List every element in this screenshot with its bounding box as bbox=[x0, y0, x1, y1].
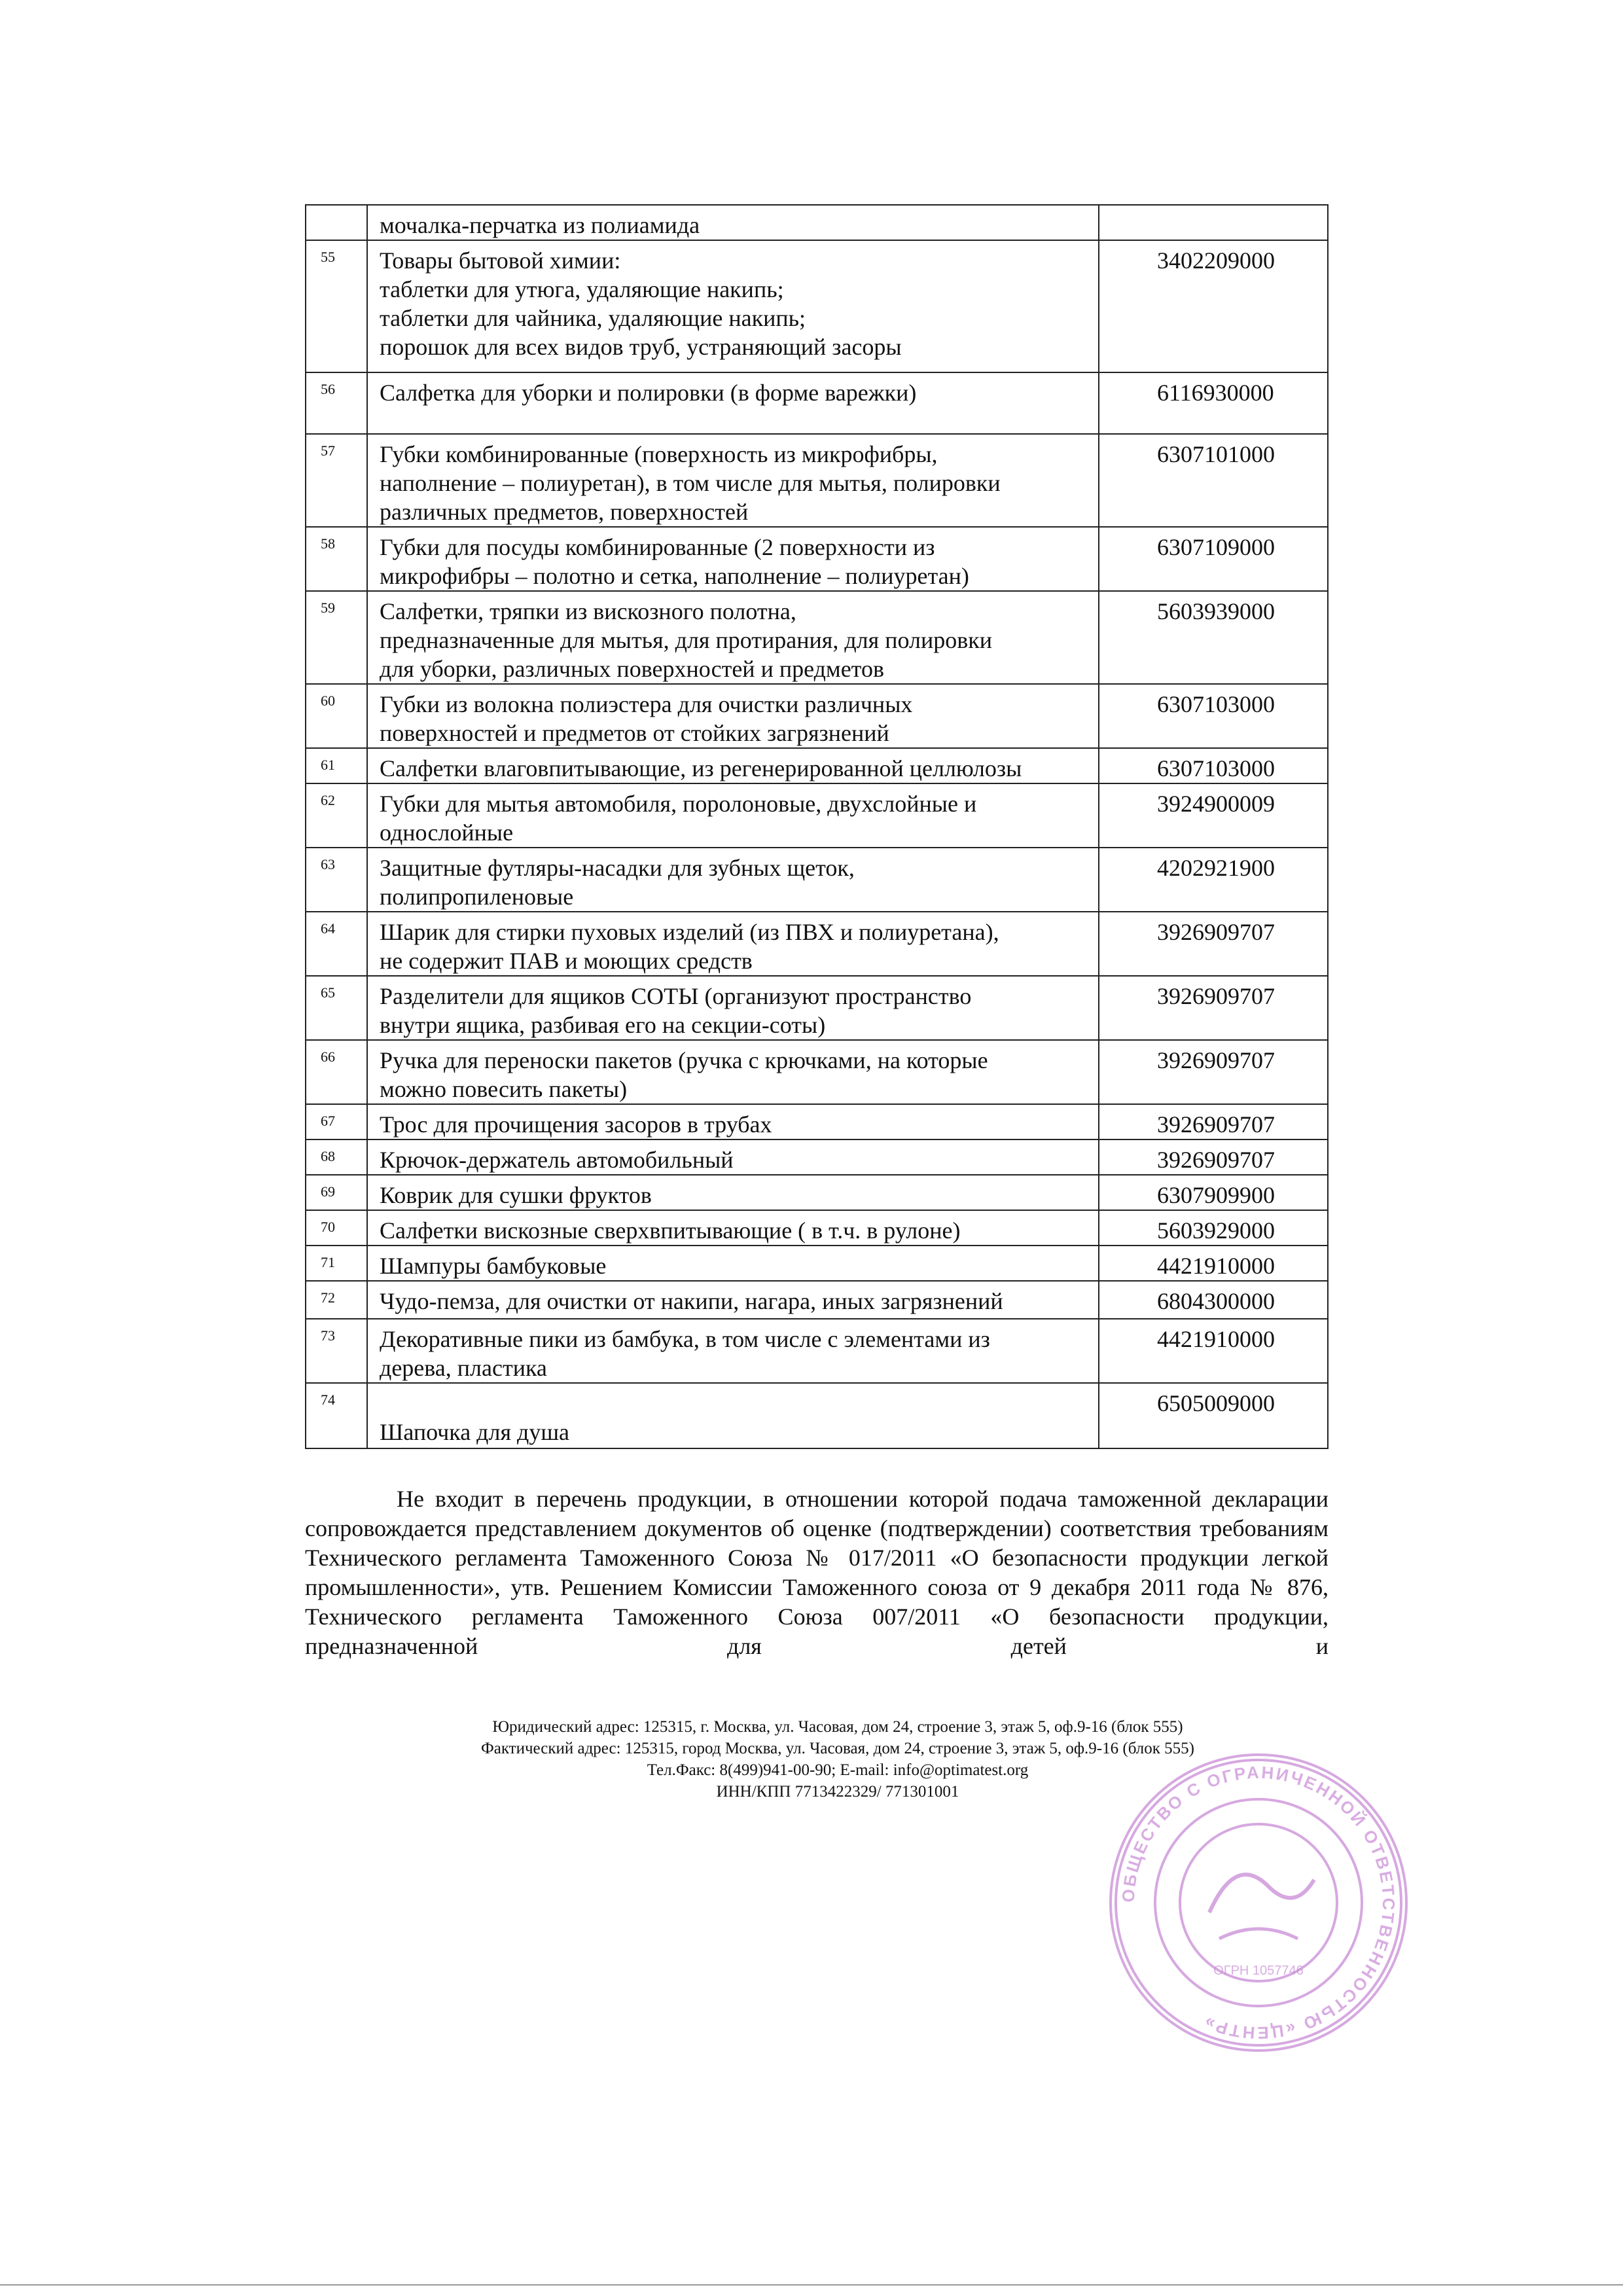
table-row bbox=[306, 434, 1328, 527]
svg-text:ОБЩЕСТВО С ОГРАНИЧЕННОЙ ОТВЕТС: ОБЩЕСТВО С ОГРАНИЧЕННОЙ ОТВЕТСТВЕННОСТЬЮ «ЦЕНТР» bbox=[1118, 1762, 1399, 2043]
product-description: Ручка для переноски пакетов (ручка с крючками, на которые можно повесить пакеты) bbox=[367, 1040, 1099, 1104]
hs-code: 6307109000 bbox=[1099, 527, 1328, 591]
declaration-paragraph bbox=[305, 1484, 1329, 1661]
product-description: Салфетки влаговпитывающие, из регенерированной целлюлозы bbox=[367, 748, 1099, 783]
table-row bbox=[306, 1139, 1328, 1175]
hs-code: 6307103000 bbox=[1099, 748, 1328, 783]
product-description: Шапочка для душа bbox=[367, 1383, 1099, 1448]
product-description: Губки из волокна полиэстера для очистки различных поверхностей и предметов от стойких загрязнений bbox=[367, 684, 1099, 748]
hs-code: 4202921900 bbox=[1099, 848, 1328, 912]
product-description: Губки для мытья автомобиля, поролоновые, двухслойные и однослойные bbox=[367, 783, 1099, 848]
row-number: 66 bbox=[306, 1040, 367, 1104]
hs-code: 4421910000 bbox=[1099, 1246, 1328, 1281]
row-number: 72 bbox=[306, 1281, 367, 1319]
product-description: Чудо-пемза, для очистки от накипи, нагара, иных загрязнений bbox=[367, 1281, 1099, 1319]
product-description: Салфетки вискозные сверхвпитывающие ( в т.ч. в рулоне) bbox=[367, 1210, 1099, 1246]
product-description: Крючок-держатель автомобильный bbox=[367, 1139, 1099, 1175]
hs-code: 6307101000 bbox=[1099, 434, 1328, 527]
hs-code bbox=[1099, 205, 1328, 240]
actual-address: Фактический адрес: 125315, город Москва, ул. Часовая, дом 24, строение 3, этаж 5, оф.9-16 (блок 555) bbox=[480, 1740, 1194, 1757]
row-number bbox=[306, 205, 367, 240]
product-description: Товары бытовой химии: таблетки для утюга, удаляющие накипь; таблетки для чайника, удаляющие накипь; порошок для всех видов труб, устраняющий засоры bbox=[367, 240, 1099, 372]
hs-code: 5603929000 bbox=[1099, 1210, 1328, 1246]
row-number: 65 bbox=[306, 976, 367, 1040]
table-row bbox=[306, 527, 1328, 591]
hs-code: 3926909707 bbox=[1099, 912, 1328, 976]
table-row bbox=[306, 848, 1328, 912]
hs-code: 3926909707 bbox=[1099, 1139, 1328, 1175]
table-row bbox=[306, 1175, 1328, 1210]
row-number: 73 bbox=[306, 1319, 367, 1383]
row-number: 70 bbox=[306, 1210, 367, 1246]
product-description: Салфетка для уборки и полировки (в форме варежки) bbox=[367, 372, 1099, 434]
row-number: 63 bbox=[306, 848, 367, 912]
table-row bbox=[306, 912, 1328, 976]
hs-code: 6505009000 bbox=[1099, 1383, 1328, 1448]
table-row bbox=[306, 1281, 1328, 1319]
product-description: Губки для посуды комбинированные (2 поверхности из микрофибры – полотно и сетка, наполнение – полиуретан) bbox=[367, 527, 1099, 591]
row-number: 56 bbox=[306, 372, 367, 434]
paragraph-text: Не входит в перечень продукции, в отношении которой подача таможенной декларации сопровождается представлением документов об оценке (подтверждении) соответствия требованиям Технического регламента Таможенного Союза № 017/2011 «О безопасности продукции легкой промышленности», утв. Решением Комиссии Таможенного союза от 9 декабря 2011 года № 876, Технического регламента Таможенного Союза 007/2011 «О безопасности продукции, предназначенной для детей и bbox=[305, 1486, 1329, 1659]
hs-code: 3926909707 bbox=[1099, 1104, 1328, 1139]
scan-edge-line bbox=[0, 2284, 1623, 2286]
row-number: 55 bbox=[306, 240, 367, 372]
product-table-body bbox=[306, 205, 1328, 1448]
row-number: 68 bbox=[306, 1139, 367, 1175]
product-table bbox=[305, 204, 1329, 1449]
row-number: 64 bbox=[306, 912, 367, 976]
hs-code: 6116930000 bbox=[1099, 372, 1328, 434]
table-row bbox=[306, 240, 1328, 372]
table-row bbox=[306, 1104, 1328, 1139]
product-description: Трос для прочищения засоров в трубах bbox=[367, 1104, 1099, 1139]
hs-code: 3924900009 bbox=[1099, 783, 1328, 848]
table-row bbox=[306, 1210, 1328, 1246]
product-description: Коврик для сушки фруктов bbox=[367, 1175, 1099, 1210]
product-description: Шарик для стирки пуховых изделий (из ПВХ и полиуретана), не содержит ПАВ и моющих средств bbox=[367, 912, 1099, 976]
row-number: 71 bbox=[306, 1246, 367, 1281]
svg-text:ОГРН 1057746: ОГРН 1057746 bbox=[1213, 1964, 1304, 1978]
table-row bbox=[306, 748, 1328, 783]
table-row bbox=[306, 783, 1328, 848]
row-number: 74 bbox=[306, 1383, 367, 1448]
hs-code: 3402209000 bbox=[1099, 240, 1328, 372]
row-number: 59 bbox=[306, 591, 367, 684]
product-description: Защитные футляры-насадки для зубных щеток, полипропиленовые bbox=[367, 848, 1099, 912]
hs-code: 5603939000 bbox=[1099, 591, 1328, 684]
row-number: 60 bbox=[306, 684, 367, 748]
company-seal-icon bbox=[1105, 1749, 1412, 2056]
hs-code: 6804300000 bbox=[1099, 1281, 1328, 1319]
row-number: 69 bbox=[306, 1175, 367, 1210]
table-row bbox=[306, 205, 1328, 240]
table-row bbox=[306, 591, 1328, 684]
inn-kpp: ИНН/КПП 7713422329/ 771301001 bbox=[716, 1783, 959, 1801]
table-row bbox=[306, 1246, 1328, 1281]
hs-code: 6307909900 bbox=[1099, 1175, 1328, 1210]
table-row bbox=[306, 1383, 1328, 1448]
product-description: мочалка-перчатка из полиамида bbox=[367, 205, 1099, 240]
table-row bbox=[306, 372, 1328, 434]
row-number: 57 bbox=[306, 434, 367, 527]
contacts: Тел.Факс: 8(499)941-00-90; E-mail: info@optimatest.org bbox=[647, 1761, 1029, 1779]
row-number: 67 bbox=[306, 1104, 367, 1139]
product-description: Разделители для ящиков СОТЫ (организуют пространство внутри ящика, разбивая его на секции-соты) bbox=[367, 976, 1099, 1040]
hs-code: 3926909707 bbox=[1099, 1040, 1328, 1104]
table-row bbox=[306, 1319, 1328, 1383]
table-row bbox=[306, 684, 1328, 748]
hs-code: 6307103000 bbox=[1099, 684, 1328, 748]
row-number: 58 bbox=[306, 527, 367, 591]
legal-address: Юридический адрес: 125315, г. Москва, ул. Часовая, дом 24, строение 3, этаж 5, оф.9-16 (блок 555) bbox=[492, 1718, 1183, 1736]
table-row bbox=[306, 1040, 1328, 1104]
product-description: Салфетки, тряпки из вискозного полотна, предназначенные для мытья, для протирания, для полировки для уборки, различных поверхностей и предметов bbox=[367, 591, 1099, 684]
product-description: Губки комбинированные (поверхность из микрофибры, наполнение – полиуретан), в том числе для мытья, полировки различных предметов, поверхностей bbox=[367, 434, 1099, 527]
row-number: 62 bbox=[306, 783, 367, 848]
row-number: 61 bbox=[306, 748, 367, 783]
product-description: Шампуры бамбуковые bbox=[367, 1246, 1099, 1281]
product-description: Декоративные пики из бамбука, в том числе с элементами из дерева, пластика bbox=[367, 1319, 1099, 1383]
hs-code: 3926909707 bbox=[1099, 976, 1328, 1040]
hs-code: 4421910000 bbox=[1099, 1319, 1328, 1383]
table-row bbox=[306, 976, 1328, 1040]
